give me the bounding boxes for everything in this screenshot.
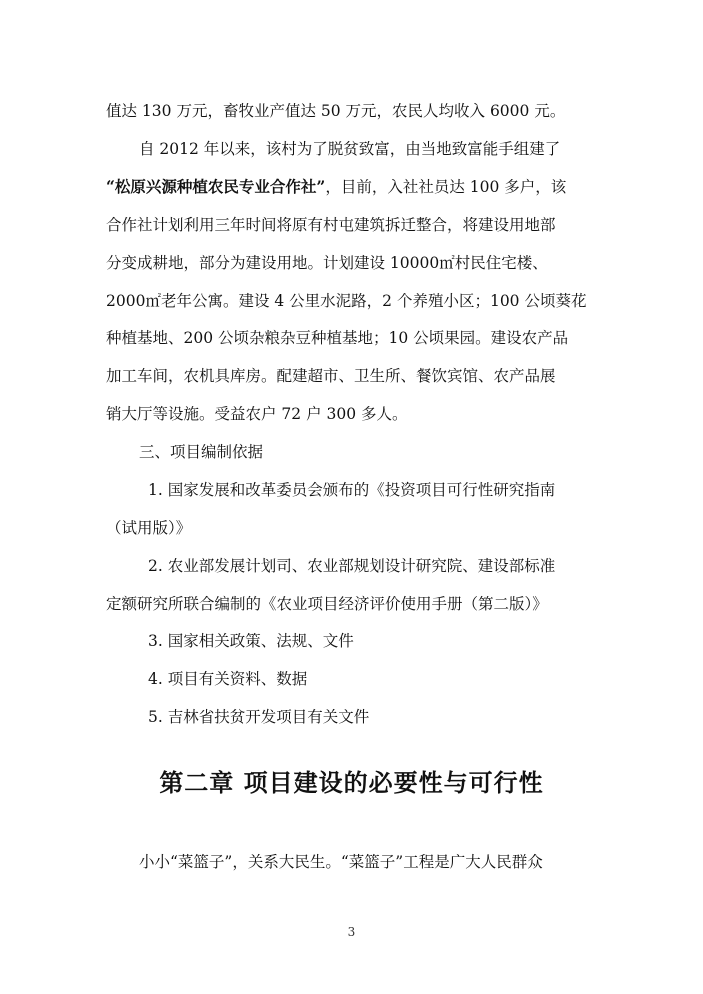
basis-item1-line1: 1. 国家发展和改革委员会颁布的《投资项目可行性研究指南 [148,481,556,499]
basis-item2-line2: 定额研究所联合编制的《农业项目经济评价使用手册（第二版）》 [106,595,548,613]
basis-item1-line2: （试用版）》 [106,519,192,537]
chapter-heading: 第二章 项目建设的必要性与可行性 [159,768,544,797]
para2-line5: 2000㎡老年公寓。建设 4 公里水泥路，2 个养殖小区；100 公顷葵花 [106,292,587,310]
para2-line8: 销大厅等设施。受益农户 72 户 300 多人。 [106,405,408,423]
para2-line7: 加工车间，农机具库房。配建超市、卫生所、餐饮宾馆、农产品展 [106,367,556,385]
para2-line6: 种植基地、200 公顷杂粮杂豆种植基地；10 公顷果园。建设农产品 [106,329,569,347]
chapter2-intro-line1: 小小“菜篮子”，关系大民生。“菜篮子”工程是广大人民群众 [139,853,543,871]
cooperative-name: “松原兴源种植农民专业合作社” [106,177,326,196]
para2-line2 [106,177,599,197]
page-number: 3 [347,925,356,939]
basis-item5: 5. 吉林省扶贫开发项目有关文件 [148,708,370,726]
section3-title: 三、项目编制依据 [139,443,264,461]
para2-line4: 分变成耕地，部分为建设用地。计划建设 10000㎡村民住宅楼、 [106,254,548,272]
para2-line3: 合作社计划利用三年时间将原有村屯建筑拆迁整合，将建设用地部 [106,216,556,234]
basis-item4: 4. 项目有关资料、数据 [148,670,308,688]
para1-line1: 值达 130 万元，畜牧业产值达 50 万元，农民人均收入 6000 元。 [106,102,566,120]
basis-item2-line1: 2. 农业部发展计划司、农业部规划设计研究院、建设部标准 [148,557,556,575]
para2-line2-rest: ，目前，入社社员达 100 多户，该 [325,178,567,196]
para2-line1: 自 2012 年以来，该村为了脱贫致富，由当地致富能手组建了 [139,140,561,158]
basis-item3: 3. 国家相关政策、法规、文件 [148,632,354,650]
